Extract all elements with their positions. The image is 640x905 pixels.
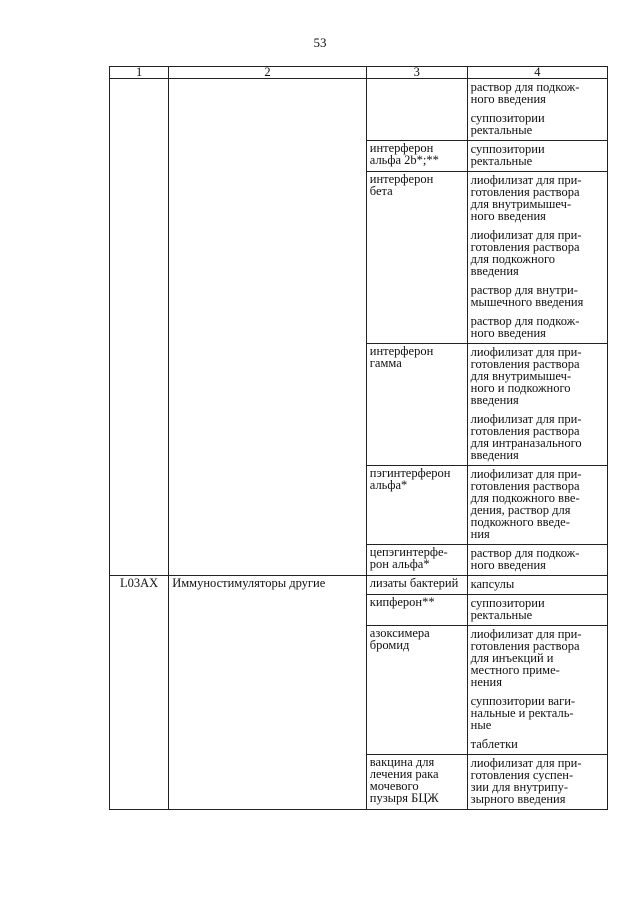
- drug-name-cell: интерферон бета: [366, 172, 467, 344]
- dosage-form: раствор для внутри- мышечного введения: [470, 283, 584, 309]
- dosage-form: лиофилизат для при- готовления суспен- зии для внутрипу- зырного введения: [470, 756, 582, 806]
- dosage-form: капсулы: [470, 577, 515, 591]
- drug-name-cell: вакцина для лечения рака мочевого пузыря БЦЖ: [366, 755, 467, 810]
- dosage-form-cell: [467, 344, 607, 466]
- drug-name-cell: лизаты бактерий: [366, 576, 467, 595]
- drug-name-cell: [366, 79, 467, 141]
- header-col-3: 3: [366, 67, 467, 79]
- header-col-1: 1: [110, 67, 169, 79]
- group-name-cell: Иммуностимуляторы другие: [169, 576, 367, 810]
- drug-name-cell: пэгинтерферон альфа*: [366, 466, 467, 545]
- dosage-form-cell: [467, 141, 607, 172]
- header-col-4: 4: [467, 67, 607, 79]
- dosage-form: лиофилизат для при- готовления раствора для подкожного вве- дения, раствор для подкожного введе- ния: [470, 467, 582, 541]
- dosage-form-cell: [467, 79, 607, 141]
- dosage-form: суппозитории ректальные: [470, 596, 545, 622]
- table-row: [110, 576, 608, 595]
- group-name-cell: [169, 79, 367, 576]
- dosage-form: лиофилизат для при- готовления раствора для внутримышеч- ного введения: [470, 173, 582, 223]
- dosage-form: лиофилизат для при- готовления раствора для подкожного введения: [470, 228, 582, 278]
- header-col-2: 2: [169, 67, 367, 79]
- drug-name-cell: кипферон**: [366, 595, 467, 626]
- atc-code-cell: L03AX: [110, 576, 169, 810]
- header-row: [110, 67, 608, 79]
- dosage-form: лиофилизат для при- готовления раствора для внутримышеч- ного и подкожного введения: [470, 345, 582, 407]
- dosage-form-cell: [467, 466, 607, 545]
- drug-name-cell: интерферон альфа 2b*;**: [366, 141, 467, 172]
- dosage-form-cell: [467, 755, 607, 810]
- drug-name-cell: интерферон гамма: [366, 344, 467, 466]
- dosage-form: раствор для подкож- ного введения: [470, 314, 580, 340]
- atc-code-cell: [110, 79, 169, 576]
- dosage-form: таблетки: [470, 737, 518, 751]
- dosage-form: суппозитории ваги- нальные и ректаль- ные: [470, 694, 576, 732]
- dosage-form-cell: [467, 172, 607, 344]
- dosage-form: раствор для подкож- ного введения: [470, 80, 580, 106]
- page-number: 53: [313, 35, 327, 50]
- dosage-form-cell: [467, 545, 607, 576]
- table-row: [110, 79, 608, 141]
- drug-name-cell: цепэгинтерфе- рон альфа*: [366, 545, 467, 576]
- dosage-form-cell: [467, 626, 607, 755]
- dosage-form: лиофилизат для при- готовления раствора для интраназального введения: [470, 412, 582, 462]
- dosage-form: раствор для подкож- ного введения: [470, 546, 580, 572]
- dosage-form: лиофилизат для при- готовления раствора для инъекций и местного приме- нения: [470, 627, 582, 689]
- dosage-form-cell: [467, 576, 607, 595]
- dosage-form: суппозитории ректальные: [470, 142, 545, 168]
- dosage-form: суппозитории ректальные: [470, 111, 545, 137]
- dosage-form-cell: [467, 595, 607, 626]
- drug-name-cell: азоксимера бромид: [366, 626, 467, 755]
- drug-table: [109, 66, 608, 810]
